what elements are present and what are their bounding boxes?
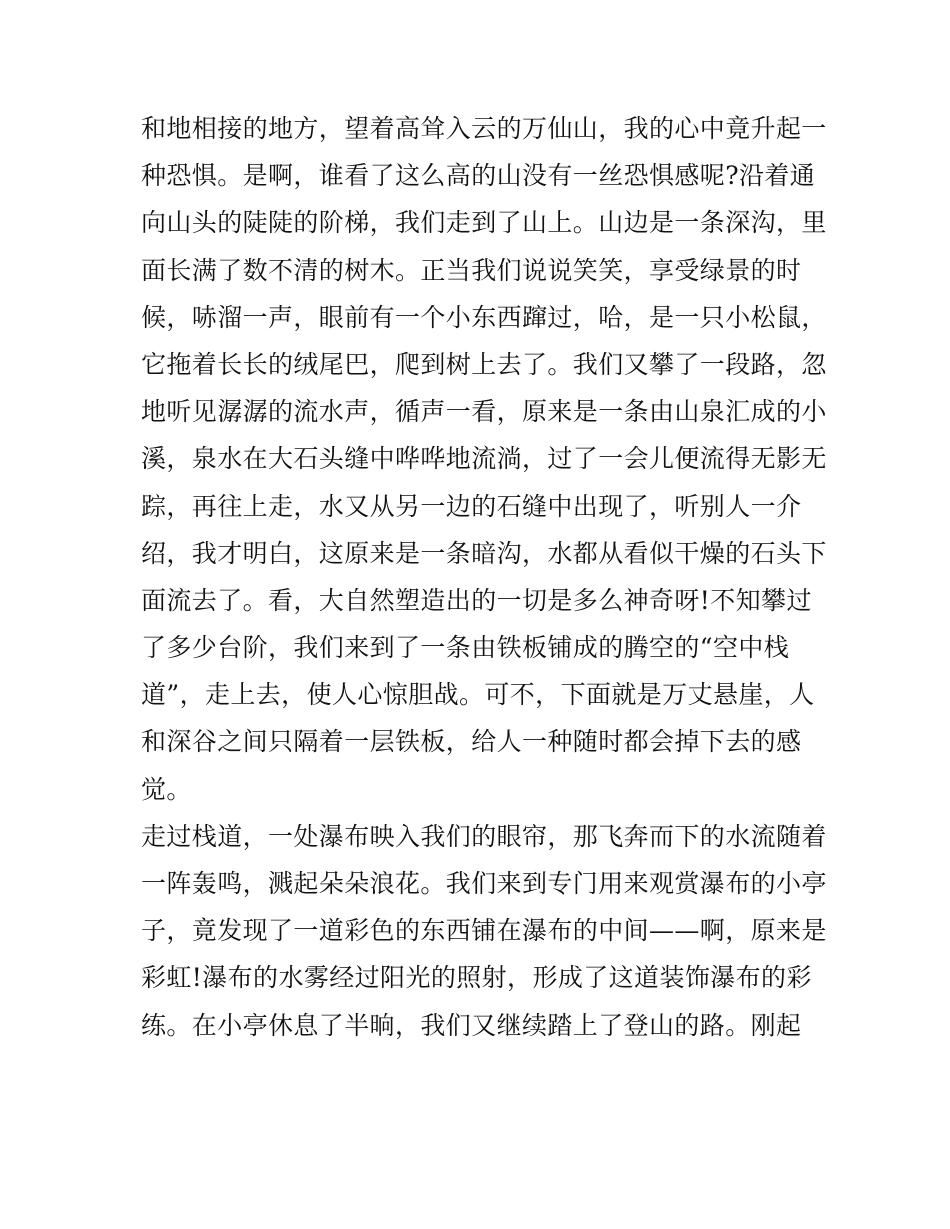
text-line-15: 觉。 <box>141 774 192 804</box>
text-line-16: 走过栈道，一处瀑布映入我们的眼帘，那飞奔而下的水流随着 <box>141 821 827 851</box>
text-line-20: 练。在小亭休息了半晌，我们又继续踏上了登山的路。刚起 <box>141 1010 802 1040</box>
text-line-5: 候，哧溜一声，眼前有一个小东西蹿过，哈，是一只小松鼠， <box>141 302 827 332</box>
text-line-11: 面流去了。看，大自然塑造出的一切是多么神奇呀!不知攀过 <box>141 585 812 615</box>
text-line-19: 彩虹!瀑布的水雾经过阳光的照射，形成了这道装饰瀑布的彩 <box>141 963 812 993</box>
text-line-3: 向山头的陡陡的阶梯，我们走到了山上。山边是一条深沟，里 <box>141 208 827 238</box>
text-line-7: 地听见潺潺的流水声，循声一看，原来是一条由山泉汇成的小 <box>141 397 827 427</box>
text-line-10: 绍，我才明白，这原来是一条暗沟，水都从看似干燥的石头下 <box>141 538 827 568</box>
text-line-2: 种恐惧。是啊，谁看了这么高的山没有一丝恐惧感呢?沿着通 <box>141 161 816 191</box>
text-line-13: 道”，走上去，使人心惊胆战。可不，下面就是万丈悬崖，人 <box>141 680 815 710</box>
text-line-9: 踪，再往上走，水又从另一边的石缝中出现了，听别人一介 <box>141 491 802 521</box>
text-line-12: 了多少台阶，我们来到了一条由铁板铺成的腾空的“空中栈 <box>141 633 790 663</box>
body-text <box>141 105 827 1049</box>
text-line-8: 溪，泉水在大石头缝中哗哗地流淌，过了一会儿便流得无影无 <box>141 444 827 474</box>
text-line-14: 和深谷之间只隔着一层铁板，给人一种随时都会掉下去的感 <box>141 727 802 757</box>
text-line-18: 子，竟发现了一道彩色的东西铺在瀑布的中间——啊，原来是 <box>141 916 827 946</box>
text-line-1: 和地相接的地方，望着高耸入云的万仙山，我的心中竟升起一 <box>141 114 827 143</box>
text-line-17: 一阵轰鸣，溅起朵朵浪花。我们来到专门用来观赏瀑布的小亭 <box>141 869 827 898</box>
text-line-6: 它拖着长长的绒尾巴，爬到树上去了。我们又攀了一段路，忽 <box>141 349 827 379</box>
text-line-4: 面长满了数不清的树木。正当我们说说笑笑，享受绿景的时 <box>141 255 802 285</box>
